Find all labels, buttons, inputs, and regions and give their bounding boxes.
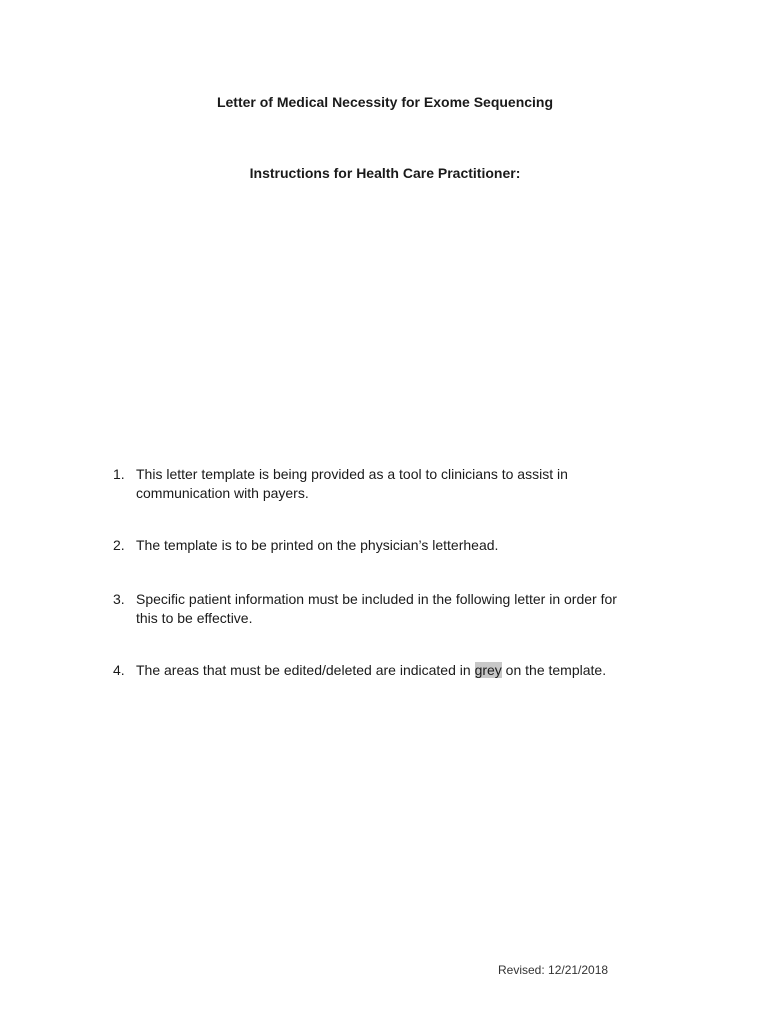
list-item — [113, 536, 673, 556]
list-text-line: Specific patient information must be included in the following letter in order for — [136, 591, 617, 607]
list-text: The areas that must be edited/deleted are indicated in — [136, 662, 475, 678]
document-title: Letter of Medical Necessity for Exome Sequencing — [216, 94, 554, 110]
revised-date: Revised: 12/21/2018 — [498, 963, 609, 977]
list-text-line: this to be effective. — [136, 610, 253, 626]
list-number: 3. — [113, 591, 125, 607]
list-text-line: communication with payers. — [136, 485, 309, 501]
list-item — [113, 590, 673, 630]
list-text-line: The template is to be printed on the physician’s letterhead. — [136, 537, 499, 553]
list-number: 1. — [113, 466, 125, 482]
list-number: 2. — [113, 537, 125, 553]
grey-highlight: grey — [474, 662, 502, 678]
list-text: on the template. — [501, 662, 607, 678]
instructions-heading: Instructions for Health Care Practitioner: — [249, 165, 521, 181]
list-item — [113, 465, 673, 505]
list-number: 4. — [113, 662, 125, 678]
list-item — [113, 661, 673, 681]
list-text-line: This letter template is being provided as a tool to clinicians to assist in — [136, 466, 568, 482]
